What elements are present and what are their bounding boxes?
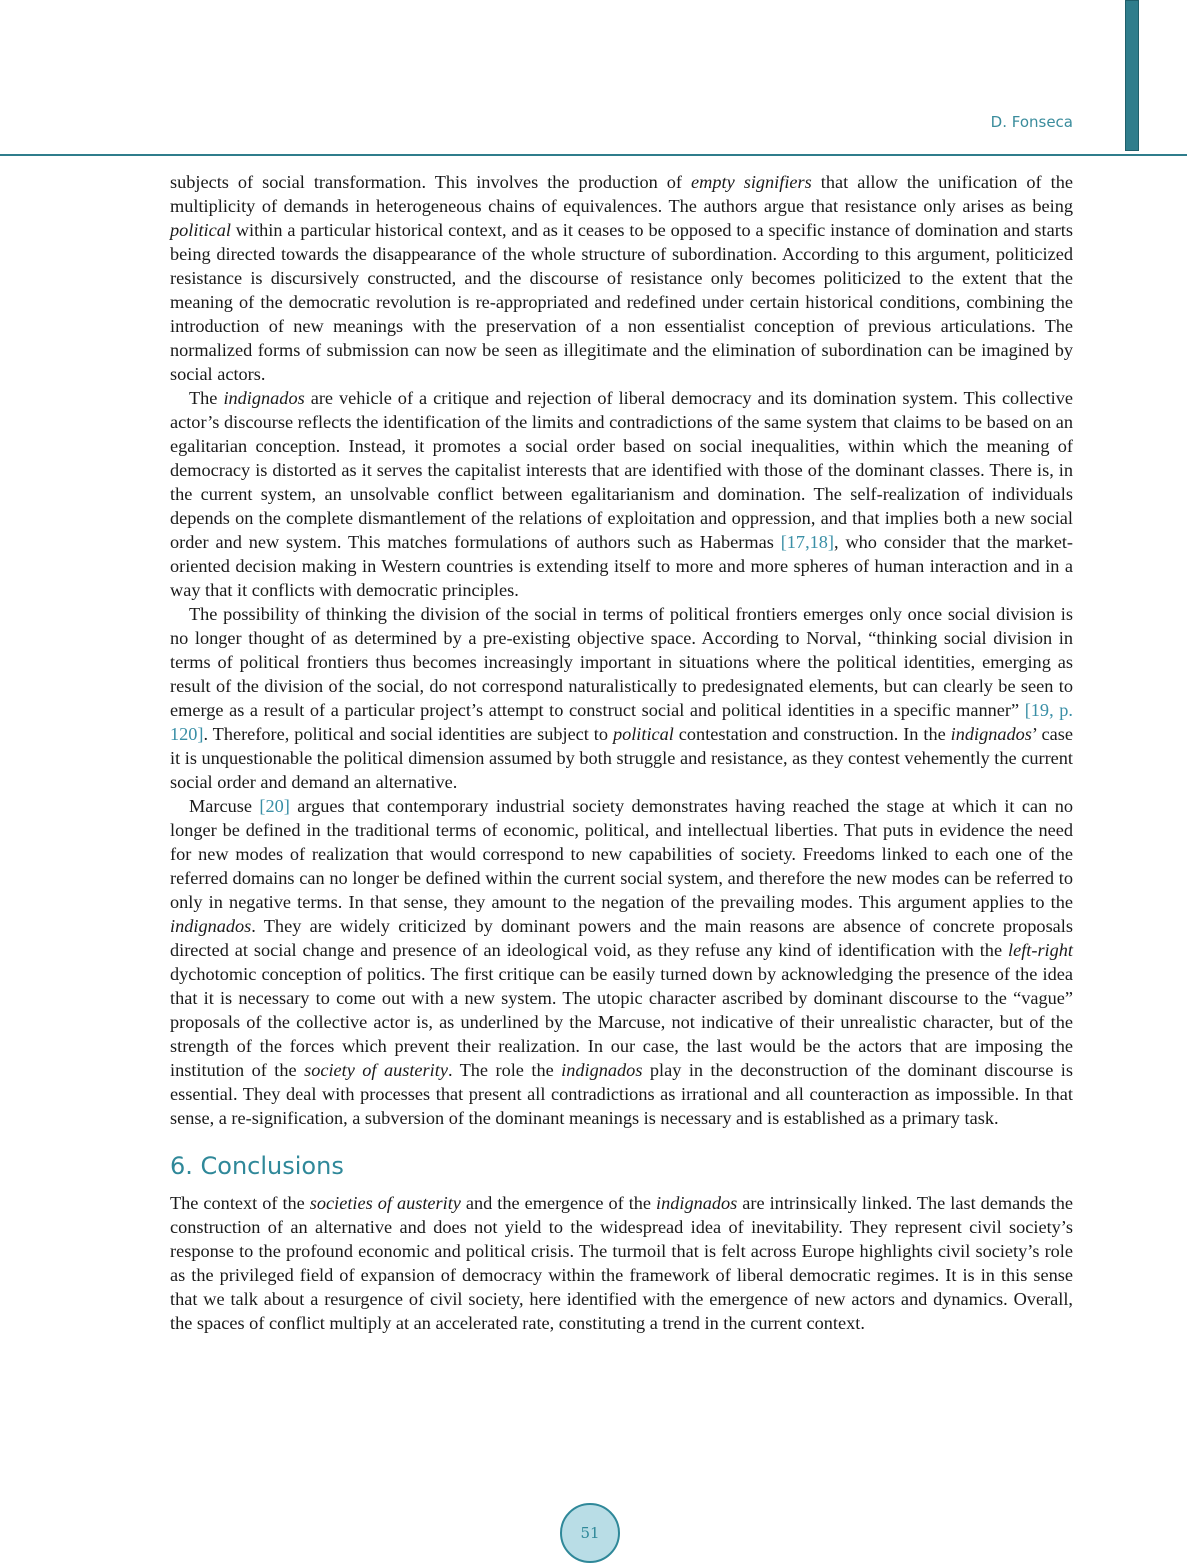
emphasis-text: indignados — [656, 1193, 738, 1213]
text-run: that allow the unification of the multiplicity of demands in heterogeneous chains of equivalences. The authors argue that resistance only arises as being — [170, 172, 1074, 216]
text-run: Marcuse — [189, 796, 260, 816]
text-run: contestation and construction. In the — [673, 724, 951, 744]
emphasis-text: left-right — [1008, 940, 1073, 960]
header-rule — [0, 154, 1187, 156]
side-color-tab — [1125, 0, 1139, 151]
emphasis-text: indignados — [223, 388, 305, 408]
text-run: . They are widely criticized by dominant powers and the main reasons are absence of concrete proposals directed at social change and presence of an ideological void, as they refuse any kind of identification with the — [170, 916, 1073, 960]
text-run: and the emergence of the — [460, 1193, 657, 1213]
text-run: are intrinsically linked. The last demands the construction of an alternative and does not yield to the widespread idea of inevitability. They represent civil society’s response to the profound economic and political crisis. The turmoil that is felt across Europe highlights civil society’s role as the privileged field of expansion of democracy within the framework of liberal democratic regimes. It is in this sense that we talk about a resurgence of civil society, here identified with the emergence of new actors and dynamics. Overall, the spaces of conflict multiply at an accelerated rate, constituting a trend in the current context. — [170, 1193, 1073, 1333]
running-header-author: D. Fonseca — [990, 113, 1073, 131]
body-paragraph-3 — [170, 602, 1073, 794]
section-heading-conclusions: 6. Conclusions — [170, 1152, 344, 1180]
page-number-badge — [560, 1503, 620, 1563]
text-run: argues that contemporary industrial society demonstrates having reached the stage at which it can no longer be defined in the traditional terms of economic, political, and intellectual liberties. That puts in evidence the need for new modes of realization that would correspond to new capabilities of society. Freedoms linked to each one of the referred domains can no longer be defined within the current social system, and therefore the new modes can be referred to only in negative terms. In that sense, they amount to the negation of the prevailing modes. This argument applies to the — [170, 796, 1073, 912]
body-paragraph-2 — [170, 386, 1073, 602]
article-body — [170, 170, 1073, 1335]
emphasis-text: political — [612, 724, 674, 744]
conclusion-paragraph — [170, 1191, 1073, 1335]
page-number: 51 — [580, 1524, 600, 1542]
emphasis-text: indignados — [170, 916, 252, 936]
text-run: . Therefore, political and social identities are subject to — [203, 724, 613, 744]
citation-link[interactable]: [19, p. 120] — [170, 700, 1073, 744]
emphasis-text: indignados — [561, 1060, 643, 1080]
text-run: The — [189, 388, 224, 408]
emphasis-text: indignados — [950, 724, 1032, 744]
emphasis-text: empty signifiers — [691, 172, 812, 192]
text-run: subjects of social transformation. This involves the production of — [170, 172, 692, 192]
citation-link[interactable]: [20] — [259, 796, 290, 816]
text-run: The possibility of thinking the division of the social in terms of political frontiers emerges only once social division is no longer thought of as determined by a pre-existing objective space. According to Norval, “thinking social division in terms of political frontiers thus becomes increasingly important in situations where the political identities, emerging as result of the division of the social, do not correspond naturalistically to predesignated elements, but can clearly be seen to emerge as a result of a particular project’s attempt to construct social and political identities in a specific manner” — [170, 604, 1073, 720]
text-run: play in the deconstruction of the dominant discourse is essential. They deal with processes that present all contradictions as irrational and all counteraction as impossible. In that sense, a re-signification, a subversion of the dominant meanings is necessary and is established as a primary task. — [170, 1060, 1074, 1128]
text-run: ’ case it is unquestionable the political dimension assumed by both struggle and resistance, as they contest vehemently the current social order and demand an alternative. — [170, 724, 1073, 792]
body-paragraph-1 — [170, 170, 1073, 386]
text-run: dychotomic conception of politics. The first critique can be easily turned down by acknowledging the presence of the idea that it is necessary to come out with a new system. The utopic character ascribed by dominant discourse to the “vague” proposals of the collective actor is, as underlined by the Marcuse, not indicative of their unrealistic character, but of the strength of the forces which prevent their realization. In our case, the last would be the actors that are imposing the institution of the — [170, 964, 1073, 1080]
text-run: , who consider that the market-oriented decision making in Western countries is extending itself to more and more spheres of human interaction and in a way that it conflicts with democratic principles. — [170, 532, 1073, 600]
citation-link[interactable]: [17,18] — [780, 532, 835, 552]
text-run: within a particular historical context, and as it ceases to be opposed to a specific instance of domination and starts being directed towards the disappearance of the whole structure of subordination. According to this argument, politicized resistance is discursively constructed, and the discourse of resistance only becomes politicized to the extent that the meaning of the democratic revolution is re-appropriated and redefined under certain historical conditions, combining the introduction of new meanings with the preservation of a non essentialist conception of previous articulations. The normalized forms of submission can now be seen as illegitimate and the elimination of subordination can be imagined by social actors. — [170, 220, 1073, 384]
text-run: The context of the — [170, 1193, 310, 1213]
text-run: . The role the — [447, 1060, 562, 1080]
body-paragraph-4 — [170, 794, 1073, 1130]
emphasis-text: societies of austerity — [309, 1193, 461, 1213]
text-run: are vehicle of a critique and rejection of liberal democracy and its domination system. This collective actor’s discourse reflects the identification of the limits and contradictions of the same system that claims to be based on an egalitarian conception. Instead, it promotes a social order based on social inequalities, within which the meaning of democracy is distorted as it serves the capitalist interests that are identified with those of the dominant classes. There is, in the current system, an unsolvable conflict between egalitarianism and domination. The self-realization of individuals depends on the complete dismantlement of the relations of exploitation and oppression, and that implies both a new social order and new system. This matches formulations of authors such as Habermas — [170, 388, 1074, 552]
emphasis-text: political — [170, 220, 231, 240]
emphasis-text: society of austerity — [304, 1060, 448, 1080]
